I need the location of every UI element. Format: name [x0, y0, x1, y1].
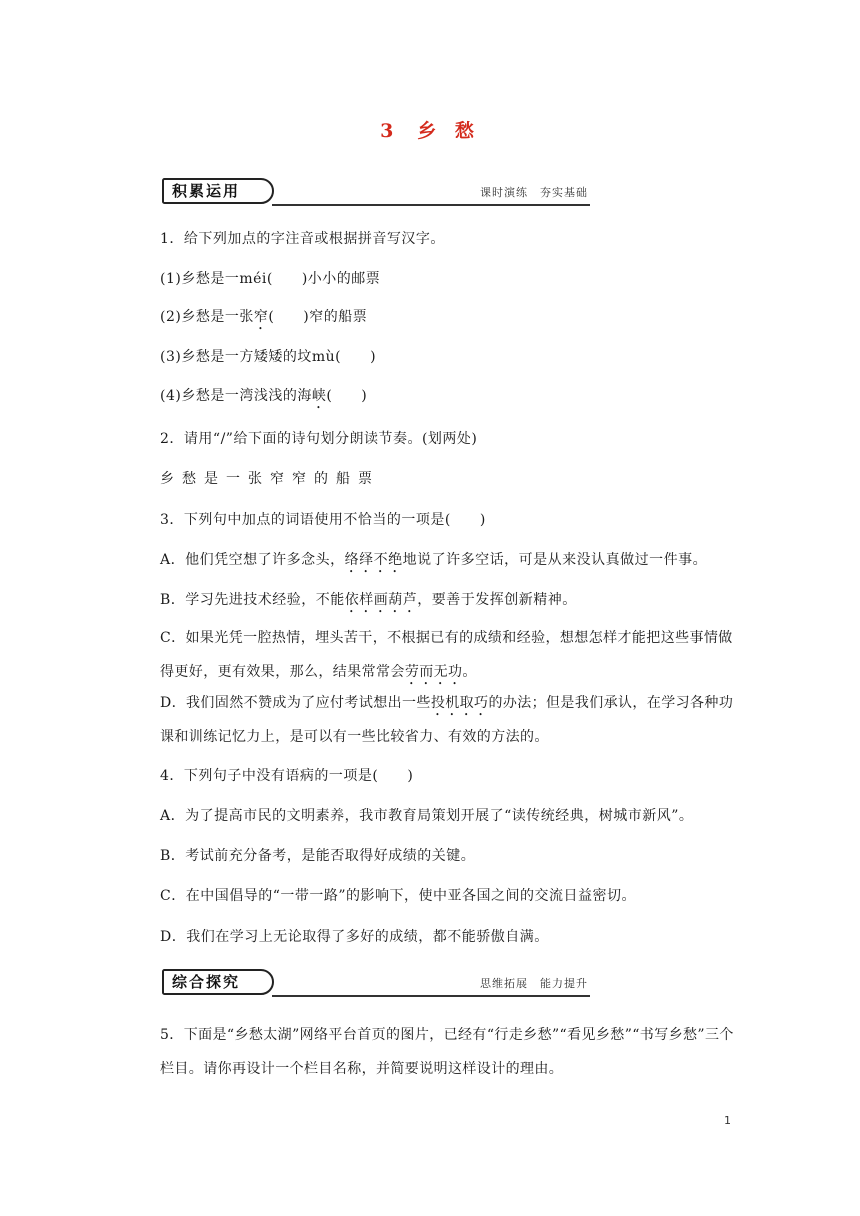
section-rule	[272, 995, 590, 997]
question-3-option-b	[160, 589, 577, 616]
section-rule	[272, 204, 590, 206]
question-1-item-3	[160, 346, 376, 366]
option-text: 的办法；但是我们承认，在学习各种功课和训练记忆力上，是可以有一些比较省力、有效的方法的。	[160, 695, 734, 745]
item-text: ( )	[326, 388, 368, 404]
question-2-poem: 乡愁是一张窄窄的船票	[160, 471, 380, 487]
dotted-phrase: 依样画葫芦	[344, 592, 418, 608]
option-text: 。	[462, 664, 477, 680]
question-3-option-a	[160, 549, 707, 576]
page-number: 1	[724, 1114, 731, 1127]
dotted-char: 窄	[253, 309, 269, 325]
question-4-option-a: A．为了提高市民的文明素养，我市教育局策划开展了“读传统经典，树城市新风”。	[160, 808, 694, 824]
section-subtitle: 课时演练 夯实基础	[480, 186, 588, 199]
item-text: (3)乡愁是一方矮矮的坟mù( )	[160, 349, 377, 365]
item-text: (2)乡愁是一张	[160, 309, 254, 325]
option-text: C．如果光凭一腔热情，埋头苦干，不根据已有的成绩和经验，想想怎样才能把这些事情做得更好，更有效果，那么，结果常常会	[160, 630, 733, 680]
section-header-accumulate	[162, 178, 590, 206]
question-5-stem: 5．下面是“乡愁太湖”网络平台首页的图片，已经有“行走乡愁”“看见乡愁”“书写乡愁”三个栏目。请你再设计一个栏目名称，并简要说明这样设计的理由。	[160, 1027, 734, 1077]
lesson-title: 乡 愁	[417, 120, 480, 142]
option-text: D．我们固然不赞成为了应付考试想出一些	[160, 695, 431, 711]
question-1-item-4	[160, 385, 367, 412]
question-3-stem: 3．下列句中加点的词语使用不恰当的一项是( )	[160, 512, 486, 528]
dotted-phrase: 劳而无功	[404, 664, 463, 680]
option-text: ，要善于发挥创新精神。	[417, 592, 577, 608]
option-text: B．学习先进技术经验，不能	[160, 592, 345, 608]
option-text: 地说了许多空话，可是从来没认真做过一件事。	[402, 552, 708, 568]
section-subtitle: 思维拓展 能力提升	[480, 977, 588, 990]
question-1-item-1	[160, 268, 380, 288]
dotted-char: 峡	[311, 388, 327, 404]
question-3-option-d	[160, 686, 734, 754]
lesson-number: 3	[380, 120, 400, 142]
question-2-stem: 2．请用“/”给下面的诗句划分朗读节奏。(划两处)	[160, 431, 478, 447]
question-3-option-c	[160, 621, 734, 689]
section-header-explore	[162, 969, 590, 997]
question-4-stem: 4．下列句子中没有语病的一项是( )	[160, 768, 414, 784]
question-4-option-c: C．在中国倡导的“一带一路”的影响下，使中亚各国之间的交流日益密切。	[160, 888, 637, 904]
section-tag: 综合探究	[162, 969, 274, 995]
page-title	[0, 116, 860, 143]
question-4-option-b: B．考试前充分备考，是能否取得好成绩的关键。	[160, 848, 476, 864]
section-tag: 积累运用	[162, 178, 274, 204]
item-text: (4)乡愁是一湾浅浅的海	[160, 388, 312, 404]
option-text: A．他们凭空想了许多念头，	[160, 552, 345, 568]
question-4-option-d: D．我们在学习上无论取得了多好的成绩，都不能骄傲自满。	[160, 929, 549, 945]
dotted-phrase: 络绎不绝	[344, 552, 403, 568]
dotted-phrase: 投机取巧	[430, 695, 489, 711]
item-text: ( )窄的船票	[268, 309, 368, 325]
question-1-stem: 1．给下列加点的字注音或根据拼音写汉字。	[160, 231, 445, 247]
question-1-item-2	[160, 306, 367, 333]
item-text: (1)乡愁是一méi( )小小的邮票	[160, 271, 381, 287]
